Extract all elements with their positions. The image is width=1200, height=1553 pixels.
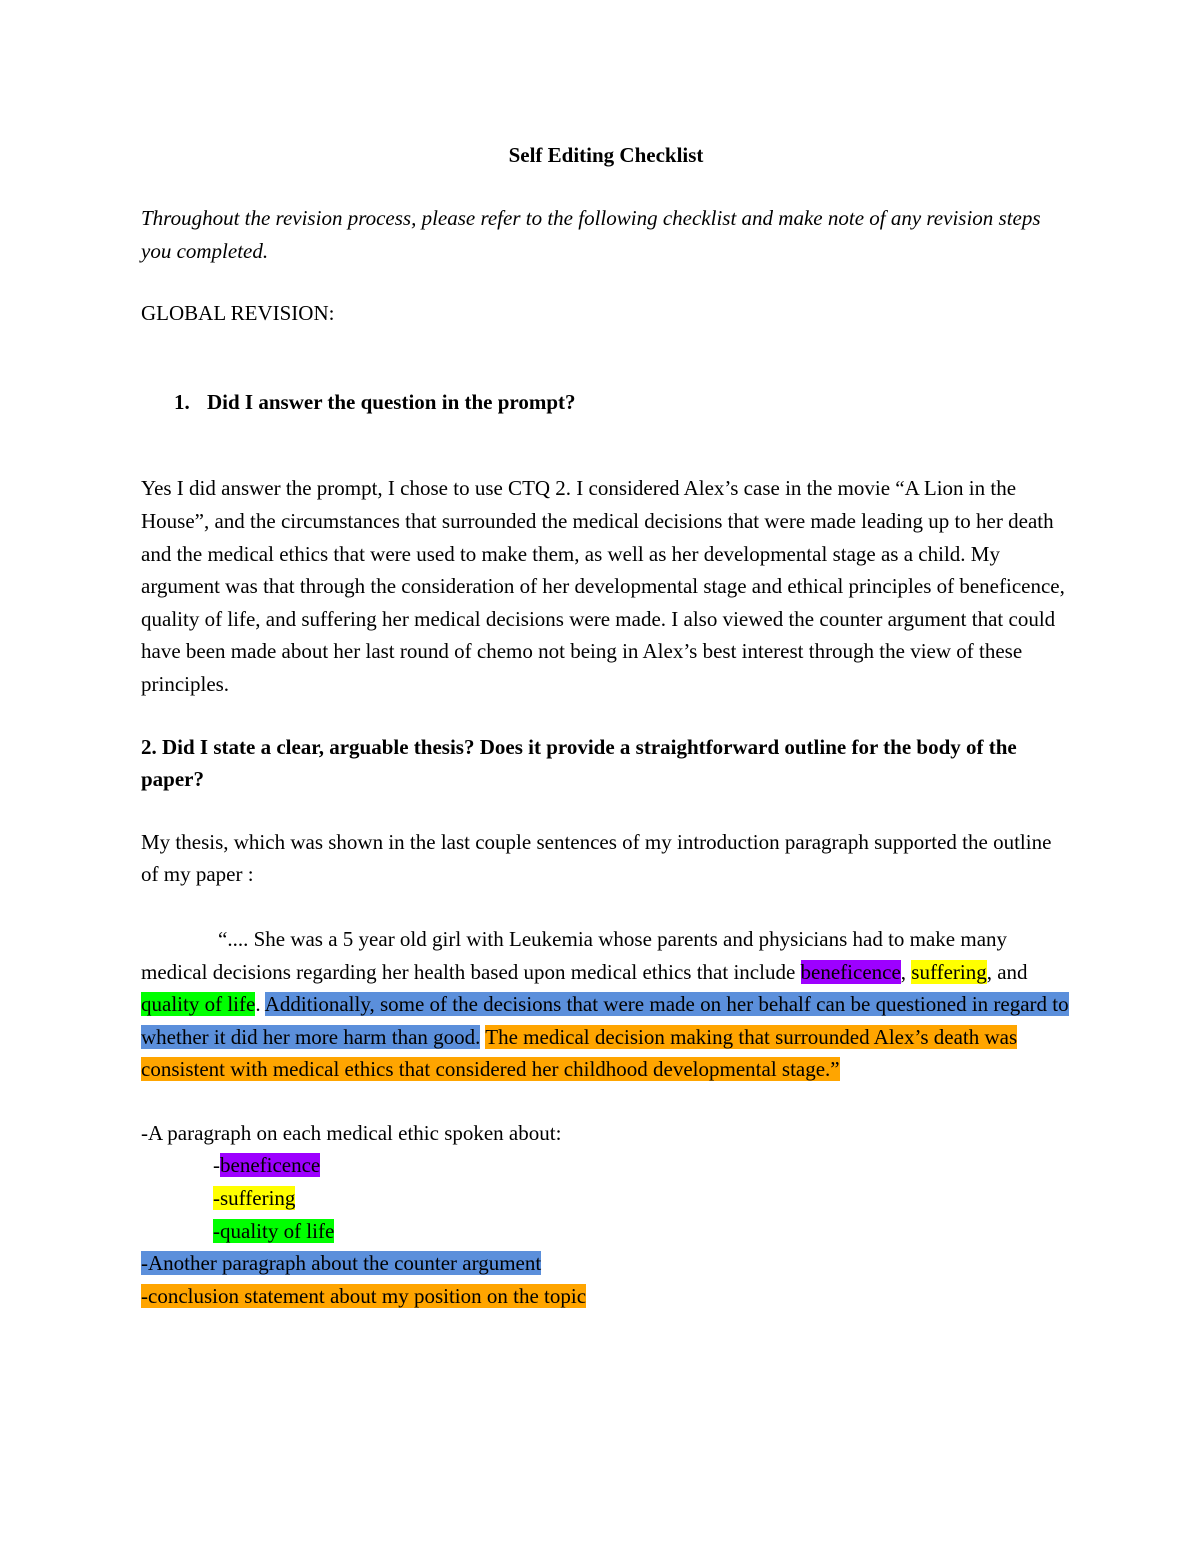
quote-separator: ,: [900, 959, 912, 984]
intro-paragraph: Throughout the revision process, please refer to the following checklist and make note of any revision steps you completed.: [141, 206, 1041, 263]
thesis-quote: [141, 923, 1071, 1086]
outline-intro: -A paragraph on each medical ethic spoken about:: [141, 1120, 562, 1145]
outline-item-counter-argument: [141, 1247, 1071, 1280]
quote-separator: .: [255, 992, 265, 1017]
highlight-beneficence: beneficence: [800, 959, 901, 984]
question-1: [141, 386, 1071, 419]
outline-dash: -: [213, 1153, 220, 1178]
answer-1-paragraph: Yes I did answer the prompt, I chose to use CTQ 2. I considered Alex’s case in the movie “A Lion in the House”, and the circumstances that surrounded the medical decisions that were made leading up to her death and the medical ethics that were used to make them, as well as her developmental stage as a child. My argument was that through the consideration of her developmental stage and ethical principles of beneficence, quality of life, and suffering her medical decisions were made. I also viewed the counter argument that could have been made about her last round of chemo not being in Alex’s best interest through the view of these principles.: [141, 476, 1065, 696]
document-title: Self Editing Checklist: [508, 143, 704, 167]
section-heading: GLOBAL REVISION:: [141, 301, 335, 326]
document-page: [141, 139, 1071, 1312]
outline-item-text: -Another paragraph about the counter argument: [141, 1251, 542, 1276]
question-1-number: 1.: [174, 389, 190, 414]
highlight-counter-argument: Additionally, some of the decisions that were made on her behalf can be questioned in regard to whether it did her more harm than good.: [141, 992, 1069, 1049]
quote-text: “.... She was a 5 year old girl with Leukemia whose parents and physicians had to make many medical decisions regarding her health based upon medical ethics that include: [141, 926, 1008, 984]
answer-2-paragraph: My thesis, which was shown in the last couple sentences of my introduction paragraph supported the outline of my paper :: [141, 829, 1052, 887]
outline-item-conclusion: [141, 1280, 1071, 1313]
highlight-suffering: suffering: [911, 959, 987, 984]
outline-item-text: -quality of life: [213, 1218, 335, 1243]
outline-item-suffering: [141, 1182, 1071, 1215]
highlight-conclusion: The medical decision making that surrounded Alex’s death was consistent with medical ethics that considered her childhood developmental stage.”: [141, 1024, 1018, 1082]
outline-item-beneficence: [141, 1149, 1071, 1182]
quote-separator: , and: [986, 959, 1028, 984]
outline-item-text: -conclusion statement about my position on the topic: [141, 1283, 587, 1308]
outline-list: [141, 1117, 1071, 1313]
question-1-text: Did I answer the question in the prompt?: [207, 389, 576, 414]
outline-item-text: -suffering: [213, 1186, 296, 1211]
outline-item-text: beneficence: [220, 1153, 321, 1178]
question-2: 2. Did I state a clear, arguable thesis? Does it provide a straightforward outline for the body of the paper?: [141, 734, 1017, 792]
highlight-quality-of-life: quality of life: [141, 992, 256, 1017]
outline-item-quality-of-life: [141, 1215, 1071, 1248]
